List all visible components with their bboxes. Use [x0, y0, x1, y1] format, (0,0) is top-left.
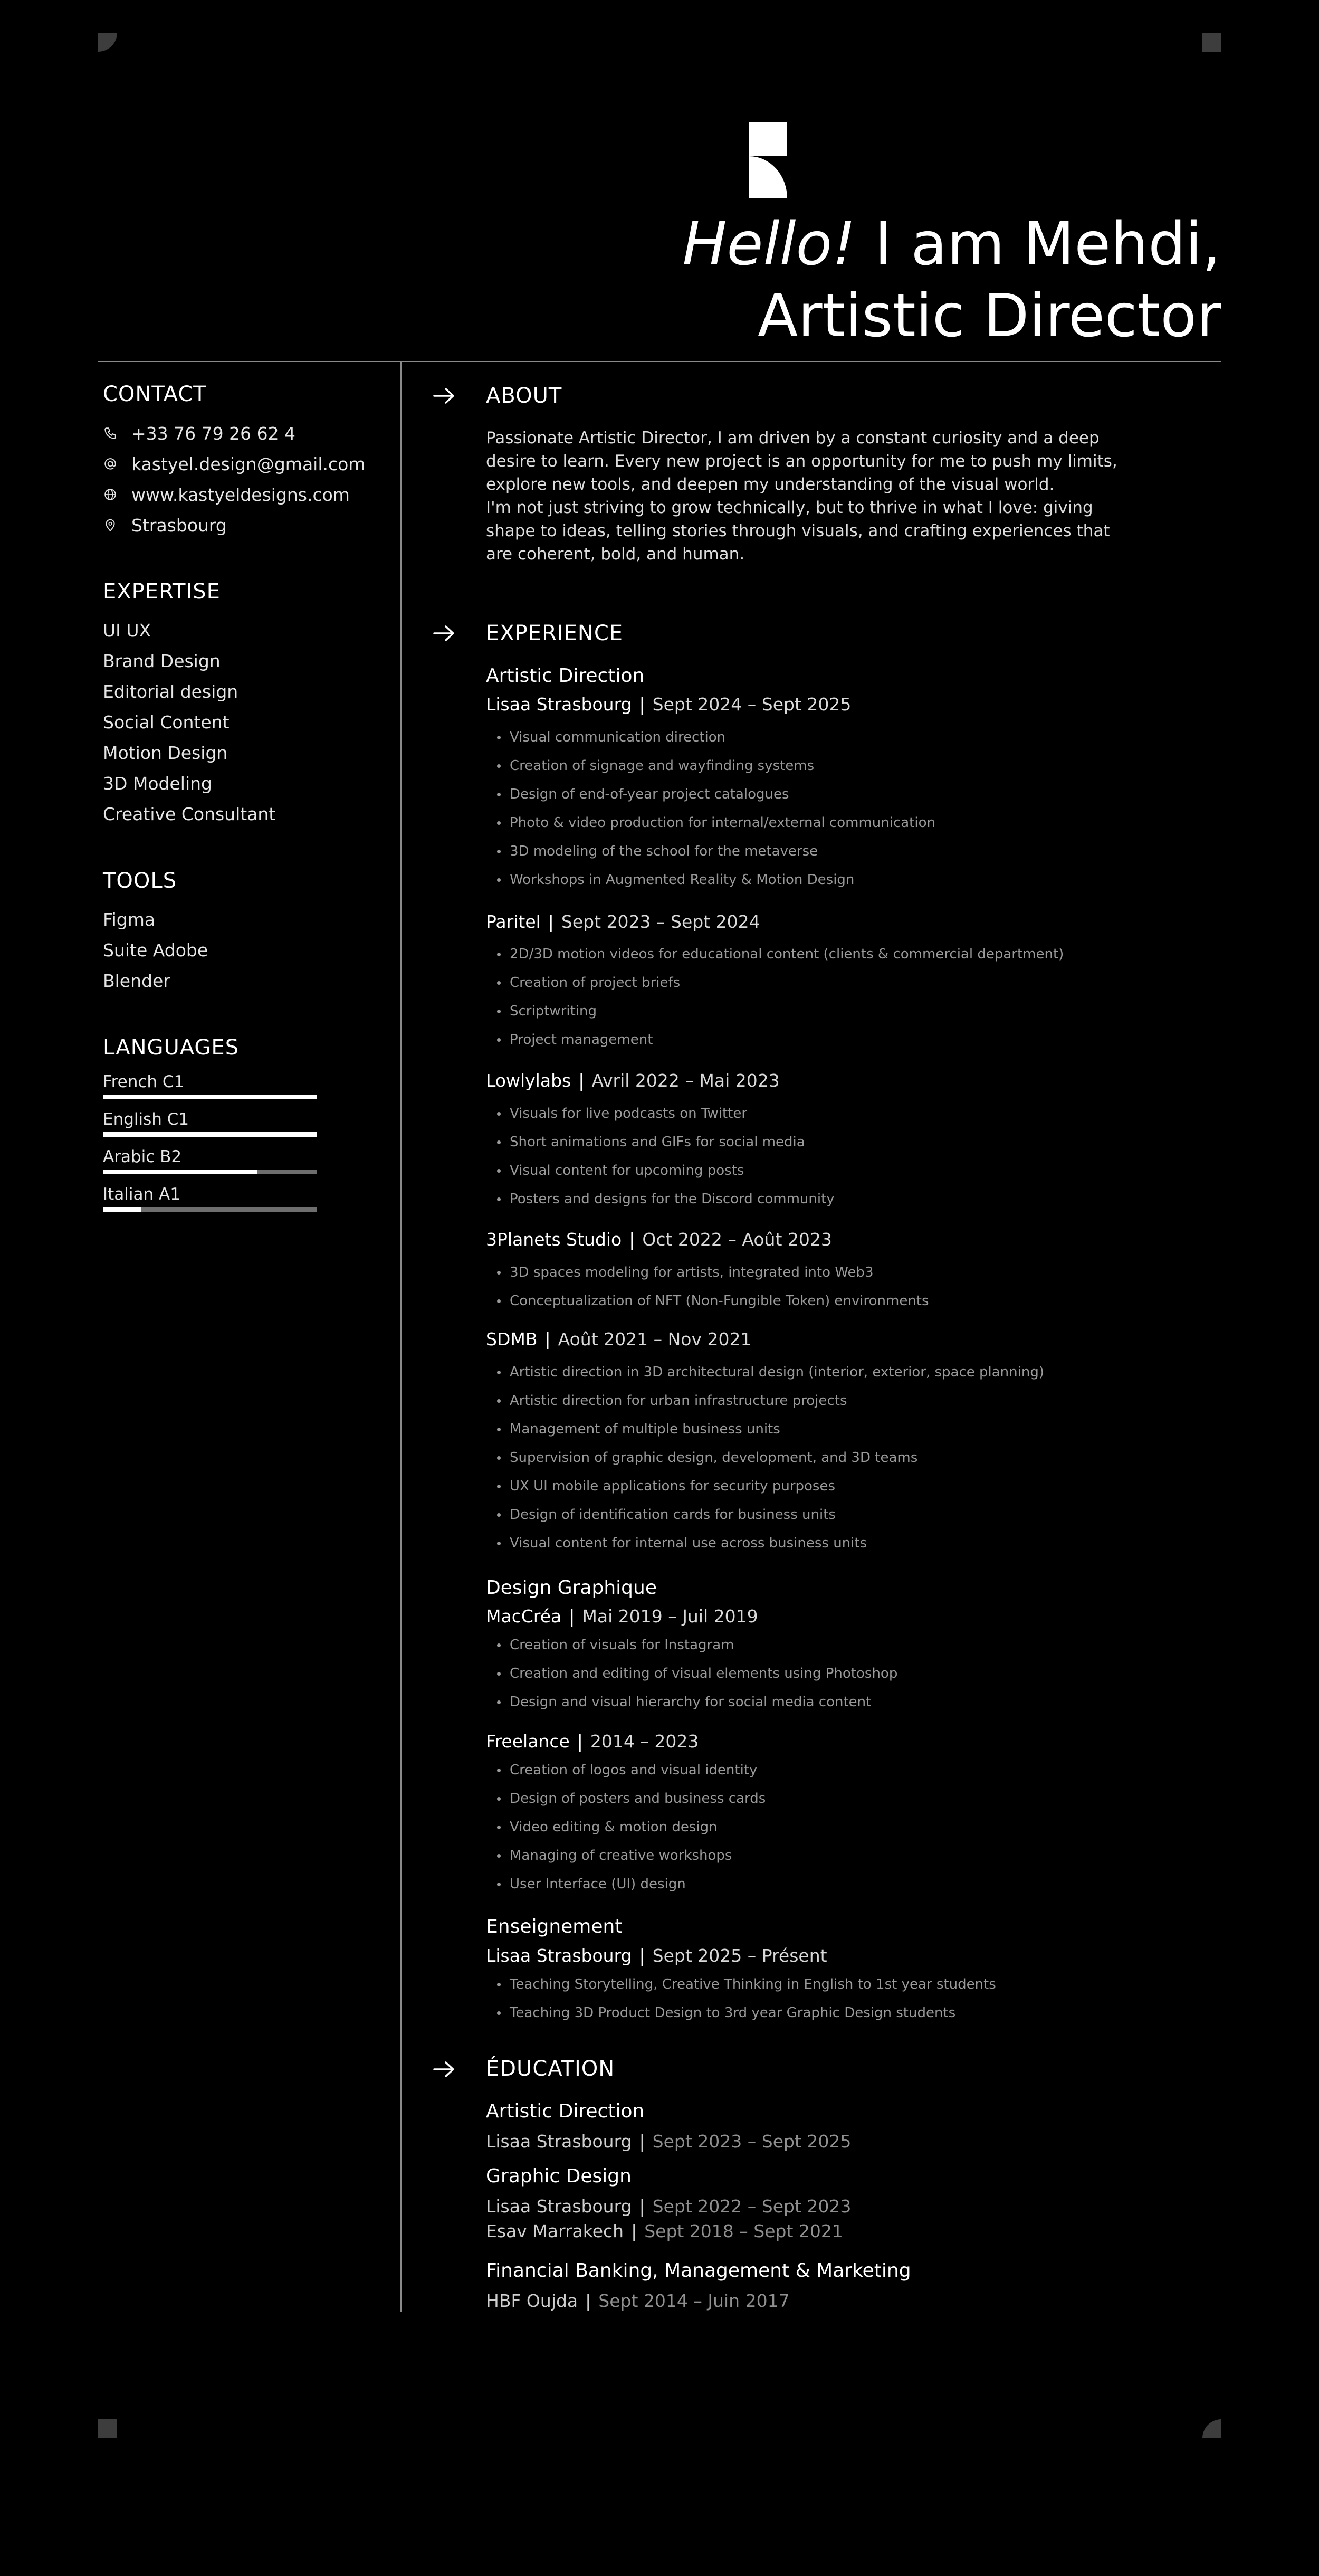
- arrow-right-icon: [432, 387, 456, 405]
- contact-email[interactable]: [103, 449, 377, 479]
- about-paragraph-1: Passionate Artistic Director, I am driven by a constant curiosity and a deep desire to learn. Every new project is an opportunity for me to push my limits, explore new tools, and deepen my understanding of the visual world.: [486, 429, 1117, 494]
- job-bullets: [496, 1631, 1155, 1716]
- expertise-title: EXPERTISE: [103, 579, 221, 604]
- expertise-item: UI UX: [103, 620, 151, 641]
- contact-phone[interactable]: [103, 418, 377, 449]
- job-date: Avril 2022 – Mai 2023: [591, 1070, 780, 1091]
- school-name: Lisaa Strasbourg: [486, 2131, 632, 2152]
- job-bullets: [496, 723, 1155, 894]
- language-level-fill: [103, 1095, 317, 1099]
- degree-title: Artistic Direction: [486, 2100, 645, 2122]
- arrow-right-icon: [432, 624, 456, 642]
- company-name: SDMB: [486, 1329, 538, 1349]
- education-entry: [486, 2131, 851, 2152]
- job-date: Mai 2019 – Juil 2019: [582, 1606, 758, 1627]
- language-item: [103, 1184, 377, 1212]
- job-header: [486, 694, 851, 715]
- language-name: Italian A1: [103, 1185, 180, 1204]
- school-name: Lisaa Strasbourg: [486, 2196, 632, 2217]
- contact-website-text: www.kastyeldesigns.com: [131, 484, 350, 505]
- job-date: Sept 2025 – Présent: [652, 1945, 827, 1966]
- separator: |: [631, 2221, 637, 2241]
- expertise-item: Editorial design: [103, 681, 238, 702]
- expertise-item: Motion Design: [103, 743, 228, 763]
- language-item: [103, 1146, 377, 1174]
- company-name: Lowlylabs: [486, 1070, 571, 1091]
- education-date: Sept 2023 – Sept 2025: [652, 2131, 852, 2152]
- education-date: Sept 2018 – Sept 2021: [644, 2221, 843, 2241]
- education-date: Sept 2022 – Sept 2023: [652, 2196, 852, 2217]
- separator: |: [577, 1731, 583, 1752]
- education-entry: [486, 2196, 851, 2217]
- separator: |: [639, 2131, 645, 2152]
- expertise-item: Creative Consultant: [103, 804, 276, 824]
- bullet-item: Creation of logos and visual identity: [496, 1756, 1155, 1784]
- tool-item: Suite Adobe: [103, 940, 208, 961]
- experience-title: EXPERIENCE: [486, 621, 624, 645]
- job-bullets: [496, 1756, 1155, 1898]
- expertise-item: 3D Modeling: [103, 773, 213, 794]
- language-level-fill: [103, 1132, 317, 1137]
- about-paragraph-2: I'm not just striving to grow technically, but to thrive in what I love: giving shape to ideas, telling stories through visuals, and crafting experiences that are coherent, bold, and human.: [486, 498, 1110, 564]
- language-level-bar: [103, 1170, 317, 1174]
- bullet-item: Teaching 3D Product Design to 3rd year Graphic Design students: [496, 1999, 1155, 2027]
- bullet-item: Design of end-of-year project catalogues: [496, 780, 1155, 809]
- tool-item: Blender: [103, 971, 170, 991]
- contact-location: [103, 510, 377, 540]
- expertise-item: Social Content: [103, 712, 230, 733]
- bullet-item: Video editing & motion design: [496, 1813, 1155, 1841]
- job-header: [486, 1945, 827, 1966]
- vertical-divider: [400, 362, 402, 2312]
- school-name: Esav Marrakech: [486, 2221, 624, 2241]
- job-header: [486, 911, 760, 932]
- corner-mark-bottom-left: [98, 2419, 117, 2438]
- contact-phone-text: +33 76 79 26 62 4: [131, 423, 296, 444]
- separator: |: [639, 2196, 645, 2217]
- role-title: Enseignement: [486, 1916, 623, 1937]
- bullet-item: 2D/3D motion videos for educational content (clients & commercial department): [496, 940, 1155, 968]
- language-level-fill: [103, 1207, 141, 1212]
- about-text: [486, 426, 1119, 566]
- job-bullets: [496, 1358, 1155, 1557]
- job-header: [486, 1070, 780, 1091]
- education-title: ÉDUCATION: [486, 2057, 615, 2081]
- hero-name: I am Mehdi,: [856, 210, 1221, 279]
- bullet-item: Creation and editing of visual elements using Photoshop: [496, 1659, 1155, 1688]
- location-pin-icon: [103, 518, 118, 533]
- separator: |: [639, 694, 645, 715]
- bullet-item: Creation of signage and wayfinding systems: [496, 752, 1155, 780]
- bullet-item: Artistic direction in 3D architectural design (interior, exterior, space planning): [496, 1358, 1155, 1386]
- job-date: 2014 – 2023: [590, 1731, 699, 1752]
- bullet-item: Visual content for upcoming posts: [496, 1156, 1155, 1185]
- hero-greeting: Hello!: [682, 210, 856, 279]
- job-bullets: [496, 1099, 1155, 1213]
- bullet-item: Managing of creative workshops: [496, 1841, 1155, 1870]
- bullet-item: Conceptualization of NFT (Non-Fungible Token) environments: [496, 1287, 1155, 1315]
- degree-title: Graphic Design: [486, 2165, 632, 2187]
- bullet-item: Supervision of graphic design, development, and 3D teams: [496, 1443, 1155, 1472]
- languages-title: LANGUAGES: [103, 1035, 240, 1060]
- languages-section: [103, 1035, 377, 1212]
- bullet-item: UX UI mobile applications for security purposes: [496, 1472, 1155, 1500]
- company-name: Freelance: [486, 1731, 570, 1752]
- separator: |: [639, 1945, 645, 1966]
- expertise-item: Brand Design: [103, 651, 221, 671]
- separator: |: [585, 2290, 591, 2311]
- separator: |: [548, 911, 554, 932]
- job-header: [486, 1606, 758, 1627]
- phone-icon: [103, 426, 118, 441]
- contact-title: CONTACT: [103, 382, 207, 406]
- language-level-bar: [103, 1095, 317, 1099]
- language-item: [103, 1109, 377, 1137]
- bullet-item: Photo & video production for internal/external communication: [496, 809, 1155, 837]
- job-date: Sept 2023 – Sept 2024: [561, 911, 760, 932]
- contact-location-text: Strasbourg: [131, 515, 227, 536]
- bullet-item: User Interface (UI) design: [496, 1870, 1155, 1898]
- bullet-item: Scriptwriting: [496, 997, 1155, 1025]
- bullet-item: Creation of project briefs: [496, 968, 1155, 997]
- bullet-item: Visuals for live podcasts on Twitter: [496, 1099, 1155, 1128]
- job-header: [486, 1229, 832, 1250]
- bullet-item: Artistic direction for urban infrastructure projects: [496, 1386, 1155, 1415]
- job-date: Sept 2024 – Sept 2025: [652, 694, 852, 715]
- company-name: Lisaa Strasbourg: [486, 1945, 632, 1966]
- tools-title: TOOLS: [103, 869, 177, 893]
- globe-icon: [103, 487, 118, 502]
- education-entry: [486, 2290, 790, 2311]
- bullet-item: Visual communication direction: [496, 723, 1155, 752]
- language-level-bar: [103, 1132, 317, 1137]
- company-name: MacCréa: [486, 1606, 562, 1627]
- job-header: [486, 1329, 751, 1349]
- job-date: Oct 2022 – Août 2023: [642, 1229, 832, 1250]
- company-name: Paritel: [486, 911, 541, 932]
- bullet-item: 3D spaces modeling for artists, integrated into Web3: [496, 1258, 1155, 1287]
- education-entry: [486, 2221, 843, 2241]
- bullet-item: Posters and designs for the Discord community: [496, 1185, 1155, 1213]
- job-bullets: [496, 1970, 1155, 2027]
- bullet-item: Teaching Storytelling, Creative Thinking in English to 1st year students: [496, 1970, 1155, 1999]
- job-bullets: [496, 940, 1155, 1054]
- separator: |: [629, 1229, 635, 1250]
- job-header: [486, 1731, 699, 1752]
- corner-mark-bottom-right: [1202, 2419, 1221, 2438]
- corner-mark-top-right: [1202, 33, 1221, 52]
- hero-title: Artistic Director: [757, 282, 1221, 350]
- contact-section: [103, 382, 377, 540]
- language-name: English C1: [103, 1110, 189, 1129]
- bullet-item: Short animations and GIFs for social media: [496, 1128, 1155, 1156]
- bullet-item: Design and visual hierarchy for social media content: [496, 1688, 1155, 1716]
- arrow-right-icon: [432, 2060, 456, 2078]
- school-name: HBF Oujda: [486, 2290, 578, 2311]
- tools-section: [103, 869, 377, 996]
- at-icon: [103, 457, 118, 471]
- company-name: Lisaa Strasbourg: [486, 694, 632, 715]
- separator: |: [544, 1329, 551, 1349]
- about-title: ABOUT: [486, 384, 562, 408]
- company-name: 3Planets Studio: [486, 1229, 622, 1250]
- bullet-item: Design of identification cards for business units: [496, 1500, 1155, 1529]
- corner-mark-top-left: [98, 33, 117, 52]
- degree-title: Financial Banking, Management & Marketing: [486, 2260, 911, 2282]
- bullet-item: Creation of visuals for Instagram: [496, 1631, 1155, 1659]
- bullet-item: Design of posters and business cards: [496, 1784, 1155, 1813]
- tool-item: Figma: [103, 909, 156, 930]
- bullet-item: 3D modeling of the school for the metaverse: [496, 837, 1155, 866]
- job-date: Août 2021 – Nov 2021: [558, 1329, 752, 1349]
- role-title: Artistic Direction: [486, 665, 645, 687]
- separator: |: [578, 1070, 585, 1091]
- hero-heading: [682, 208, 1221, 352]
- bullet-item: Workshops in Augmented Reality & Motion Design: [496, 866, 1155, 894]
- logo-icon: [749, 122, 787, 198]
- language-name: French C1: [103, 1072, 185, 1091]
- sidebar: [103, 382, 377, 1251]
- horizontal-divider: [98, 361, 1221, 362]
- expertise-section: [103, 579, 377, 830]
- separator: |: [569, 1606, 575, 1627]
- language-name: Arabic B2: [103, 1147, 182, 1166]
- bullet-item: Project management: [496, 1025, 1155, 1054]
- role-title: Design Graphique: [486, 1577, 657, 1599]
- bullet-item: Visual content for internal use across business units: [496, 1529, 1155, 1557]
- contact-website[interactable]: [103, 479, 377, 510]
- language-item: [103, 1071, 377, 1099]
- language-level-fill: [103, 1170, 257, 1174]
- contact-email-text: kastyel.design@gmail.com: [131, 453, 366, 474]
- job-bullets: [496, 1258, 1155, 1315]
- language-level-bar: [103, 1207, 317, 1212]
- education-date: Sept 2014 – Juin 2017: [598, 2290, 790, 2311]
- bullet-item: Management of multiple business units: [496, 1415, 1155, 1443]
